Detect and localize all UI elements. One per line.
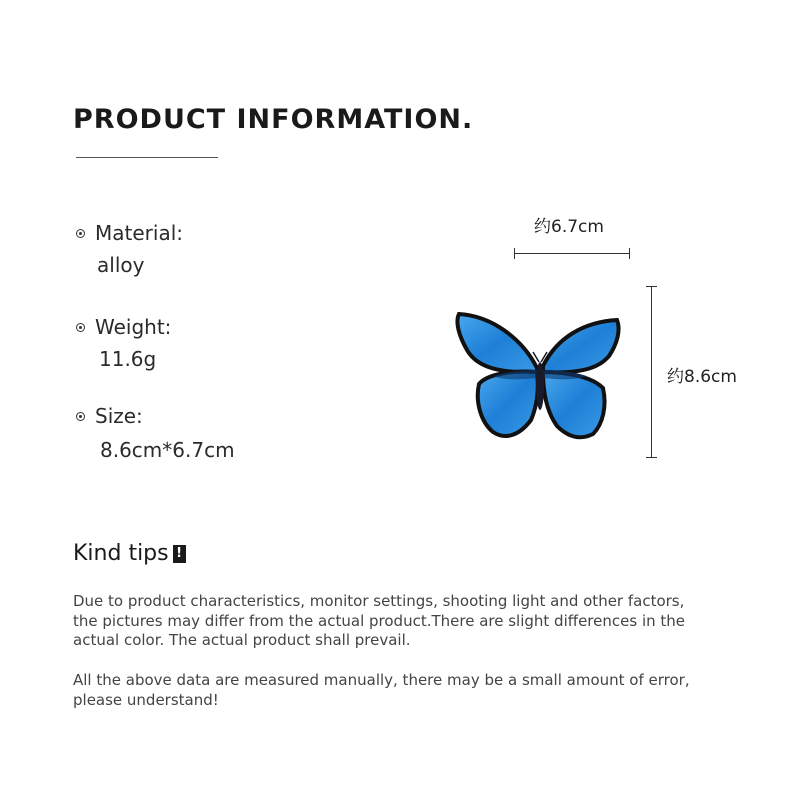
kind-tips-paragraph-2: All the above data are measured manually, there may be a small amount of error, please understand! (73, 671, 690, 709)
width-dimension-line (514, 253, 630, 254)
bullet-icon (76, 323, 85, 332)
spec-size (76, 404, 235, 462)
kind-tips-title: Kind tips (73, 541, 169, 566)
width-dimension-tick-right (629, 248, 630, 259)
spec-size-label: Size: (95, 404, 143, 428)
spec-material-value: alloy (97, 253, 145, 277)
page-title: PRODUCT INFORMATION. (73, 104, 474, 135)
bullet-icon (76, 412, 85, 421)
butterfly-product-image (453, 310, 625, 442)
height-dimension-tick-bottom (646, 457, 657, 458)
spec-weight-value: 11.6g (99, 347, 157, 371)
height-dimension-label: 约8.6cm (667, 367, 737, 387)
height-dimension-line (651, 286, 652, 457)
title-divider (76, 157, 218, 158)
spec-weight (76, 315, 171, 371)
bullet-icon (76, 229, 85, 238)
height-dimension-tick-top (646, 286, 657, 287)
kind-tips-paragraph-1: Due to product characteristics, monitor settings, shooting light and other factors, the pictures may differ from the actual product.There are slight differences in the actual color. The actual product shall prevail. (73, 592, 685, 649)
spec-size-value: 8.6cm*6.7cm (100, 438, 235, 462)
spec-weight-label: Weight: (95, 315, 172, 339)
spec-material (76, 221, 183, 277)
spec-material-label: Material: (95, 221, 183, 245)
width-dimension-tick-left (514, 248, 515, 259)
kind-tips-heading (73, 541, 186, 566)
exclamation-icon: ! (173, 545, 186, 563)
width-dimension-label: 约6.7cm (534, 217, 604, 237)
